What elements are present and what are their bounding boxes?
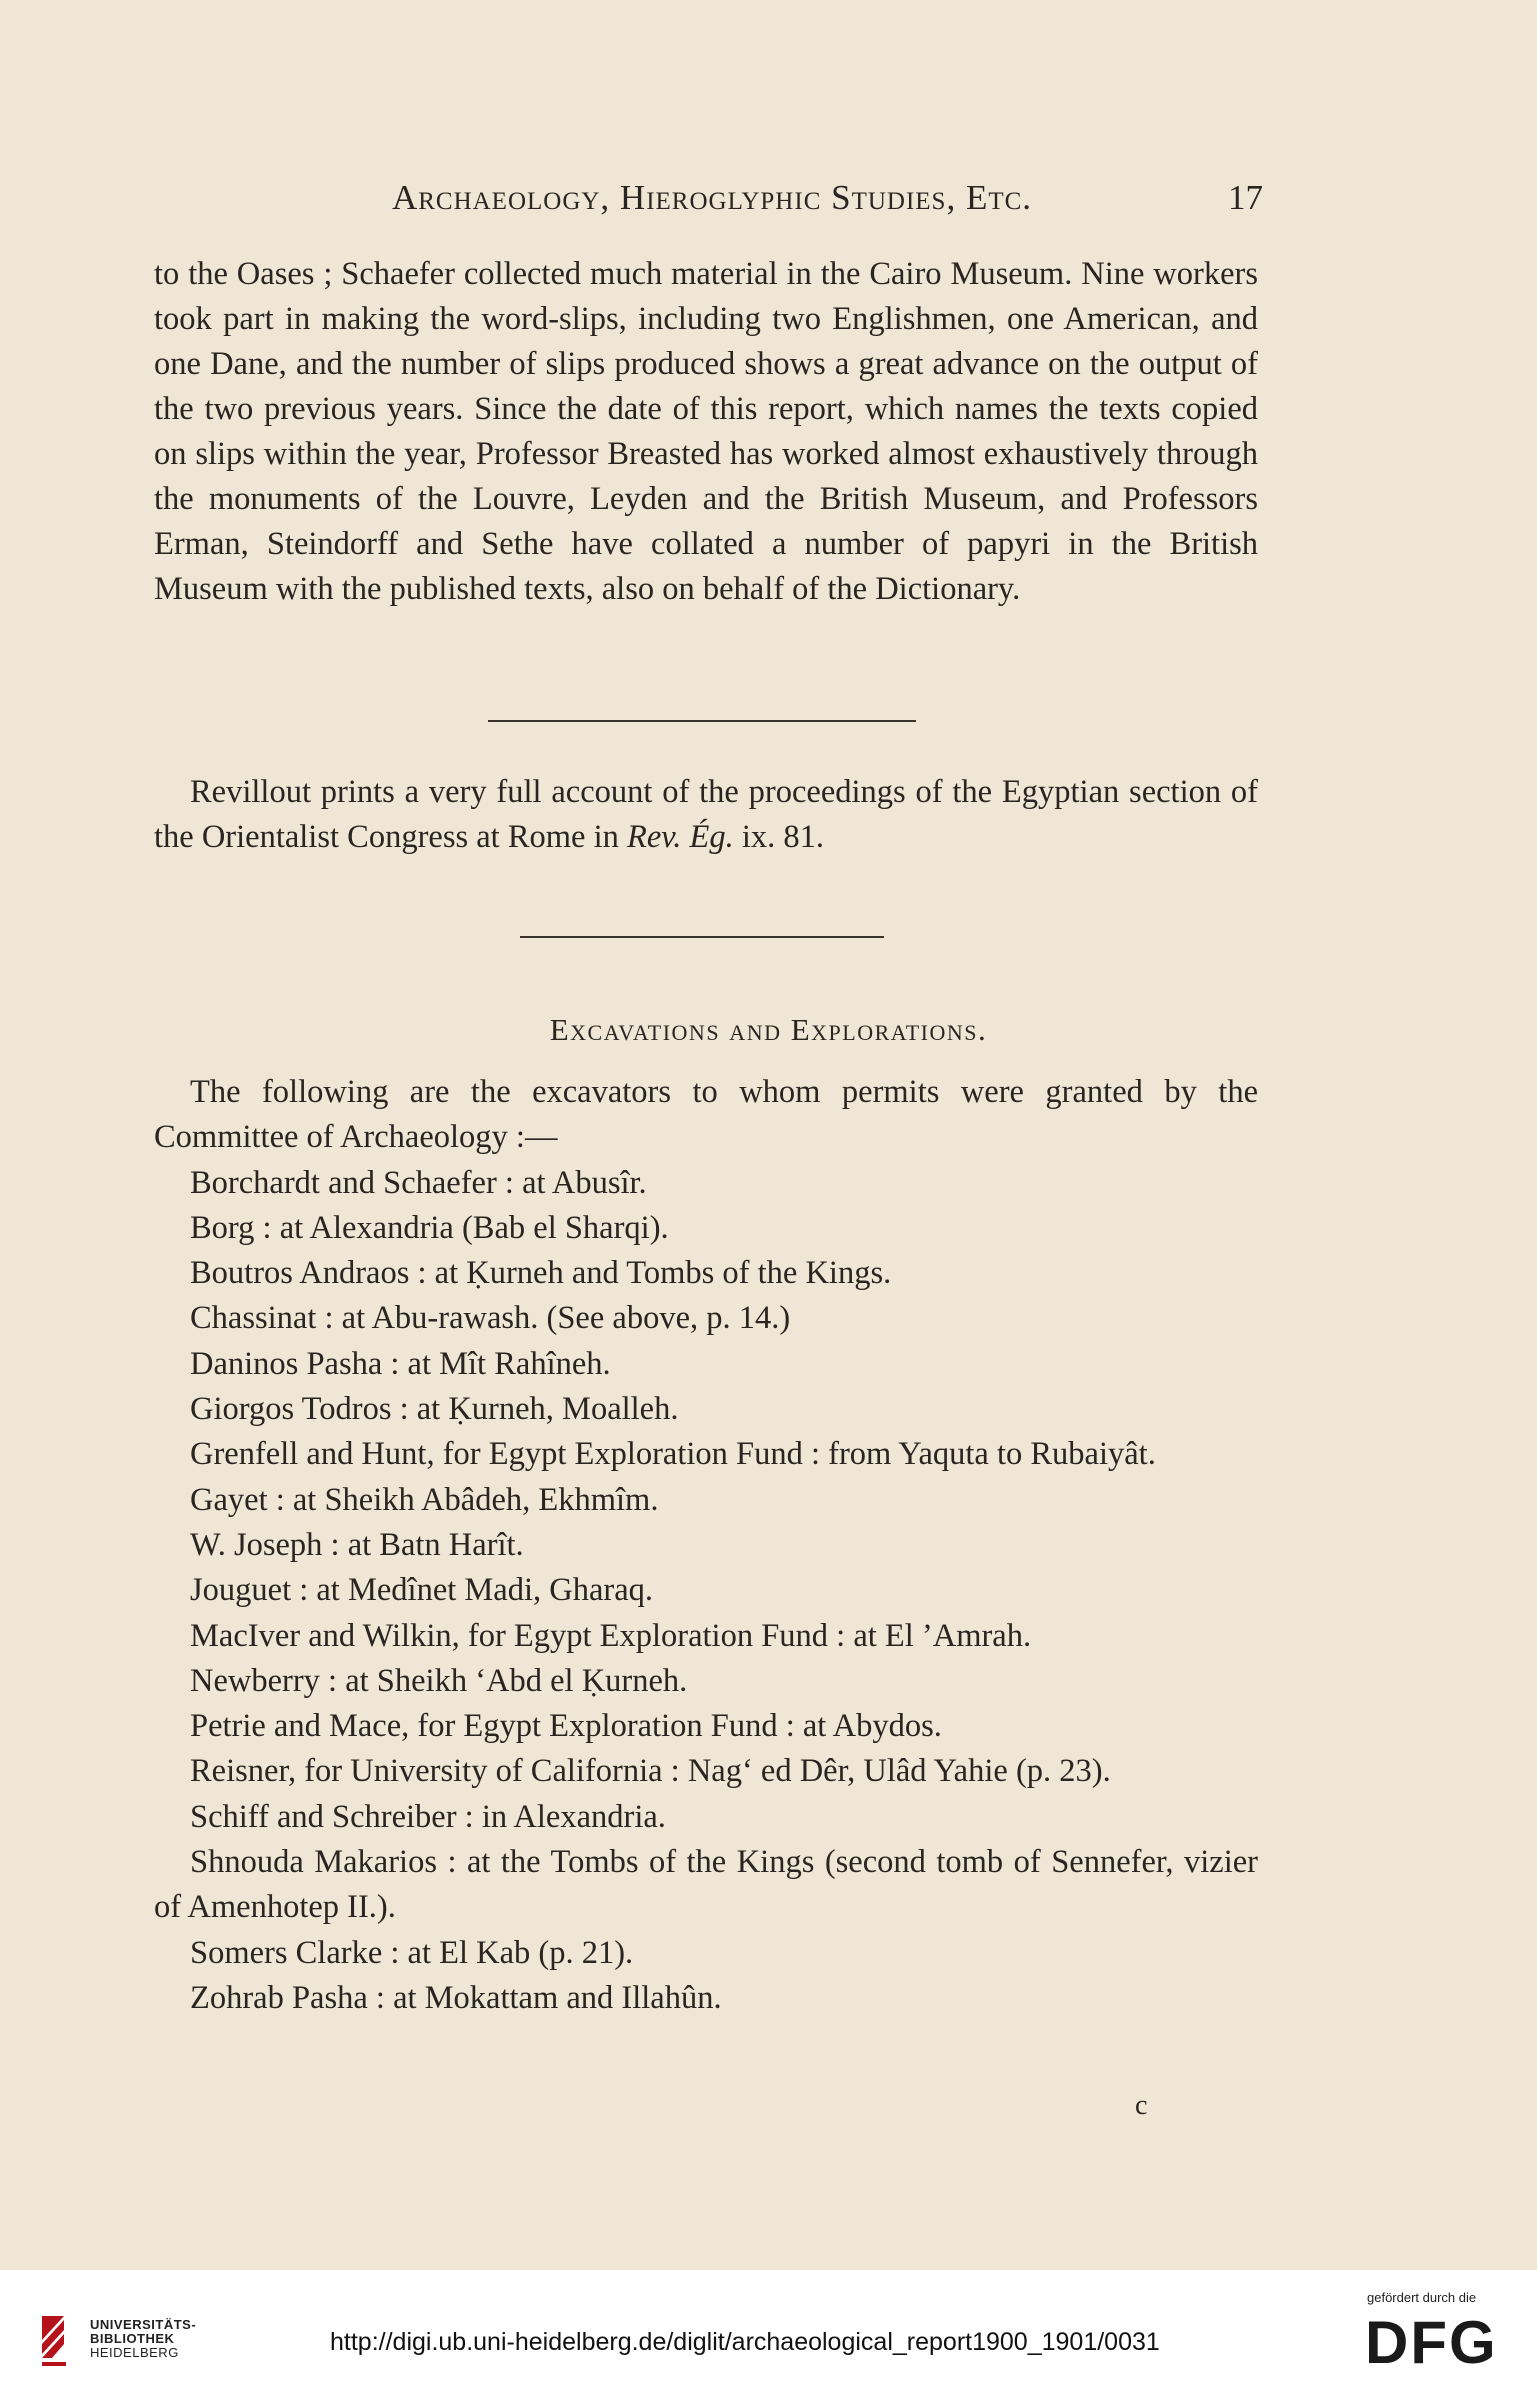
permit-list: [154, 1070, 1258, 2021]
permit-entry: Boutros Andraos : at Ḳurneh and Tombs of the Kings.: [190, 1255, 892, 1292]
permit-entry: Grenfell and Hunt, for Egypt Exploration Fund : from Yaquta to Rubaiyât.: [190, 1436, 1156, 1473]
permit-entry: MacIver and Wilkin, for Egypt Exploration Fund : at El ’Amrah.: [190, 1617, 1032, 1654]
page-number: 17: [1228, 178, 1263, 217]
permit-entry: Petrie and Mace, for Egypt Exploration Fund : at Abydos.: [190, 1708, 942, 1745]
permit-entry: Shnouda Makarios : at the Tombs of the Kings (second tomb of Sennefer, vizier of Amenhotep II.).: [154, 1844, 1258, 1926]
permit-entry: Giorgos Todros : at Ḳurneh, Moalleh.: [190, 1391, 679, 1428]
university-library-logo-icon: [34, 2310, 86, 2372]
permit-entry: Daninos Pasha : at Mît Rahîneh.: [190, 1345, 611, 1382]
funding-note: gefördert durch die: [1367, 2290, 1477, 2305]
permit-entry: Borchardt and Schaefer : at Abusîr.: [190, 1164, 647, 1201]
permit-entry: Borg : at Alexandria (Bab el Sharqi).: [190, 1209, 669, 1246]
section-divider: [520, 936, 884, 938]
paragraph-dictionary-report: to the Oases ; Schaefer collected much material in the Cairo Museum. Nine workers took part in making the word-slips, including two Englishmen, one American, and one Dane, and the number of slips produced shows a great advance on the output of the two previous years. Since the date of this report, which names the texts copied on slips within the year, Professor Breasted has worked almost exhaustively through the monuments of the Louvre, Leyden and the British Museum, and Professors Erman, Steindorff and Sethe have collated a number of papyri in the British Museum with the published texts, also on behalf of the Dictionary.: [154, 256, 1258, 607]
permit-entry: Jouguet : at Medînet Madi, Gharaq.: [190, 1572, 654, 1609]
permit-entry: Reisner, for University of California : Nag‘ ed Dêr, Ulâd Yahie (p. 23).: [190, 1753, 1111, 1790]
library-name-line: HEIDELBERG: [90, 2345, 179, 2360]
permit-intro: The following are the excavators to whom permits were granted by the Committee of Archaeology :—: [154, 1074, 1258, 1156]
permit-entry: Chassinat : at Abu-rawash. (See above, p. 14.): [190, 1300, 791, 1337]
viewer-footer: [0, 2270, 1537, 2385]
permit-entry: Gayet : at Sheikh Abâdeh, Ekhmîm.: [190, 1481, 659, 1518]
journal-title: Rev. Ég.: [626, 819, 734, 855]
section-heading: Excavations and Explorations.: [549, 1012, 988, 1047]
library-name-line: BIBLIOTHEK: [90, 2331, 175, 2346]
permit-entry: W. Joseph : at Batn Harît.: [190, 1526, 524, 1563]
permit-entry: Zohrab Pasha : at Mokattam and Illahûn.: [190, 1979, 722, 2016]
running-head-title: Archaeology, Hieroglyphic Studies, Etc.: [391, 178, 1033, 217]
permit-entry: Newberry : at Sheikh ‘Abd el Ḳurneh.: [190, 1662, 688, 1699]
library-name: [90, 2318, 196, 2360]
signature-mark: c: [1135, 2090, 1148, 2121]
permalink-url[interactable]: http://digi.ub.uni-heidelberg.de/diglit/archaeological_report1900_1901/0031: [330, 2328, 1160, 2356]
paragraph-revillout-text: Revillout prints a very full account of the proceedings of the Egyptian section of the Orientalist Congress at Rome in: [154, 774, 1258, 855]
section-divider: [488, 720, 916, 722]
permit-entry: Somers Clarke : at El Kab (p. 21).: [190, 1934, 634, 1971]
journal-reference: ix. 81.: [733, 819, 825, 855]
dfg-logo: DFG: [1365, 2309, 1498, 2376]
library-name-line: UNIVERSITÄTS-: [90, 2317, 197, 2332]
permit-entry: Schiff and Schreiber : in Alexandria.: [190, 1798, 666, 1835]
paragraph-revillout: [154, 770, 1258, 860]
